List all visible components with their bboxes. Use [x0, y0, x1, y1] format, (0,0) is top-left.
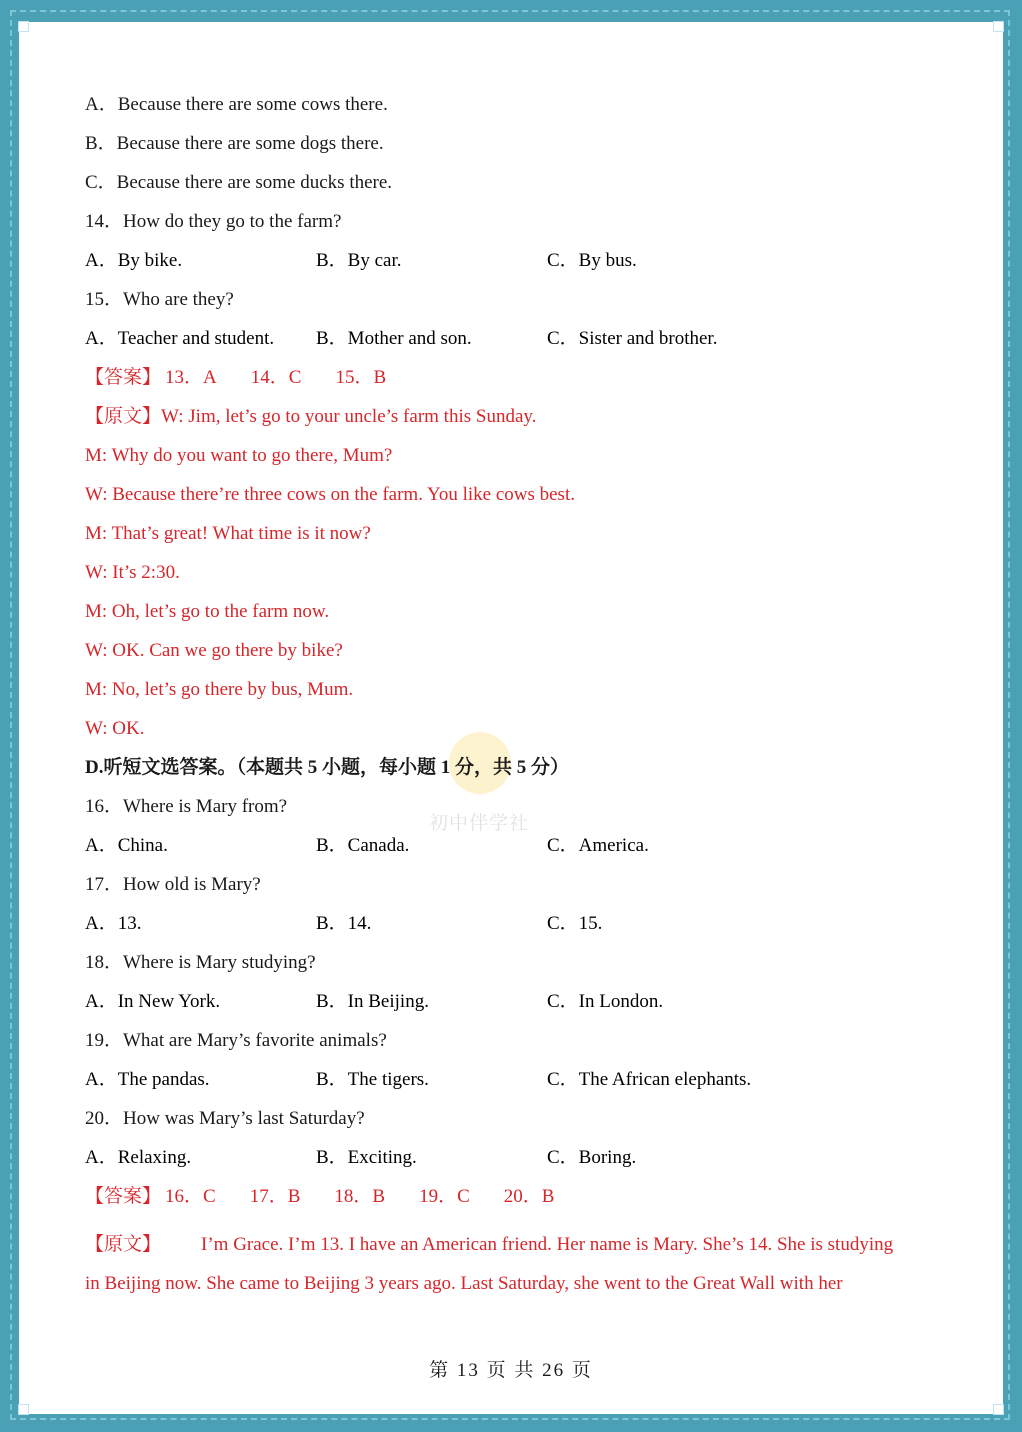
q20-question: 20．How was Mary’s last Saturday?: [85, 1108, 365, 1129]
q16-option-b: B．Canada.: [316, 835, 410, 856]
q14-option-c: C．By bus.: [547, 250, 637, 271]
q19-option-c: C．The African elephants.: [547, 1069, 752, 1090]
q18-option-b: B．In Beijing.: [316, 991, 429, 1012]
corner-mark: [993, 21, 1004, 32]
q15-option-c: C．Sister and brother.: [547, 328, 718, 349]
corner-mark: [18, 21, 29, 32]
transcript-tag: 【原文】: [85, 406, 162, 427]
q19-options: [85, 1069, 955, 1108]
watermark-text: 初中伴学社: [428, 812, 529, 834]
q17-option-b: B．14.: [316, 913, 372, 934]
answer-item: 19．C: [419, 1186, 470, 1207]
answer-item: 14．C: [250, 367, 302, 388]
q16-question: 16．Where is Mary from?: [85, 796, 288, 817]
q18-question: 18．Where is Mary studying?: [85, 952, 316, 973]
q18-option-a: A．In New York.: [85, 991, 221, 1012]
q15-option-a: A．Teacher and student.: [85, 328, 275, 349]
transcript-1-line: W: OK.: [85, 718, 145, 739]
q19-option-a: A．The pandas.: [85, 1069, 210, 1090]
transcript-1-line: M: Why do you want to go there, Mum?: [85, 445, 393, 466]
document-content: [85, 94, 955, 1303]
q19-option-b: B．The tigers.: [316, 1069, 429, 1090]
answer-key-2: [85, 1186, 955, 1225]
q14-option-b: B．By car.: [316, 250, 402, 271]
q14-options: [85, 250, 955, 289]
transcript-text: I’m Grace. I’m 13. I have an American friend. Her name is Mary. She’s 14. She is studying: [201, 1234, 894, 1255]
q19-question: 19．What are Mary’s favorite animals?: [85, 1030, 387, 1051]
q20-option-c: C．Boring.: [547, 1147, 637, 1168]
transcript-1-line: [85, 406, 955, 445]
answer-item: 18．B: [334, 1186, 386, 1207]
transcript-1-line: M: Oh, let’s go to the farm now.: [85, 601, 330, 622]
q16-options: [85, 835, 955, 874]
q17-question: 17．How old is Mary?: [85, 874, 261, 895]
q13-option-a: A．Because there are some cows there.: [85, 94, 388, 115]
q16-option-a: A．China.: [85, 835, 168, 856]
answer-item: 16．C: [165, 1186, 216, 1207]
answer-tag: 【答案】: [85, 367, 162, 388]
q17-option-c: C．15.: [547, 913, 603, 934]
transcript-1-line: M: No, let’s go there by bus, Mum.: [85, 679, 354, 700]
transcript-1-line: M: That’s great! What time is it now?: [85, 523, 371, 544]
answer-item: 17．B: [249, 1186, 301, 1207]
q18-option-c: C．In London.: [547, 991, 664, 1012]
answer-item: 13．A: [165, 367, 217, 388]
transcript-1-line: W: Because there’re three cows on the farm. You like cows best.: [85, 484, 575, 505]
transcript-1-line: W: OK. Can we go there by bike?: [85, 640, 343, 661]
page-number-footer: 第 13 页 共 26 页: [429, 1360, 593, 1381]
document-page: [19, 22, 1003, 1414]
q13-option-b: B．Because there are some dogs there.: [85, 133, 384, 154]
transcript-tag: 【原文】: [85, 1234, 162, 1255]
answer-key-1: [85, 367, 955, 406]
q15-options: [85, 328, 955, 367]
q14-question: 14．How do they go to the farm?: [85, 211, 342, 232]
q17-option-a: A．13.: [85, 913, 142, 934]
q18-options: [85, 991, 955, 1030]
q16-option-c: C．America.: [547, 835, 649, 856]
q14-option-a: A．By bike.: [85, 250, 183, 271]
answer-item: 20．B: [503, 1186, 555, 1207]
corner-mark: [18, 1404, 29, 1415]
q13-option-c: C．Because there are some ducks there.: [85, 172, 393, 193]
section-d-heading: D.听短文选答案。（本题共 5 小题，每小题 1 分，共 5 分）: [85, 757, 569, 778]
q20-options: [85, 1147, 955, 1186]
transcript-2-line: [85, 1225, 955, 1264]
q20-option-b: B．Exciting.: [316, 1147, 417, 1168]
q15-option-b: B．Mother and son.: [316, 328, 472, 349]
transcript-text: W: Jim, let’s go to your uncle’s farm this Sunday.: [161, 406, 537, 427]
q15-question: 15．Who are they?: [85, 289, 234, 310]
q20-option-a: A．Relaxing.: [85, 1147, 192, 1168]
transcript-1-line: W: It’s 2:30.: [85, 562, 180, 583]
q17-options: [85, 913, 955, 952]
answer-item: 15．B: [335, 367, 387, 388]
corner-mark: [993, 1404, 1004, 1415]
answer-tag: 【答案】: [85, 1186, 162, 1207]
transcript-2-line: in Beijing now. She came to Beijing 3 years ago. Last Saturday, she went to the Great Wall with her: [85, 1273, 843, 1294]
